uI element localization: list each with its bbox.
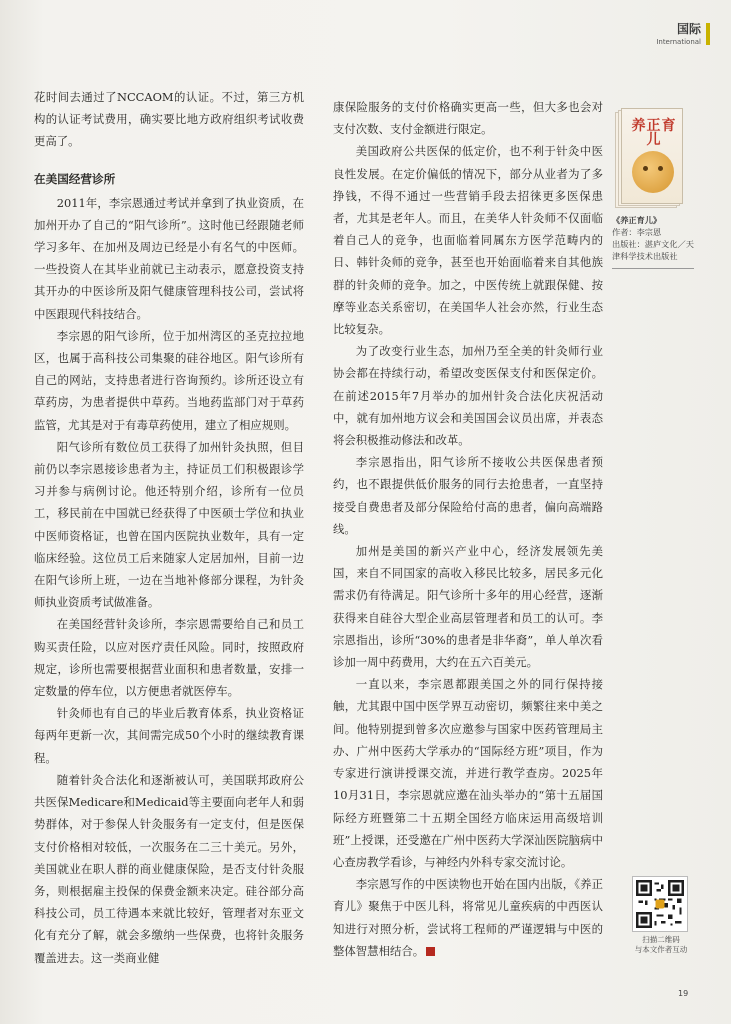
page-number: 19 bbox=[678, 989, 689, 998]
section-bar bbox=[706, 23, 710, 45]
paragraph: 随着针灸合法化和逐渐被认可，美国联邦政府公共医保Medicare和Medicaid等主要面向老年人和弱势群体，对于参保人针灸服务有一定支付，但是医保支付价格相对较低，一次服务在二三十美元。另外，美国就业在职人群的商业健康保险，是否支付针灸服务，则根据雇主投保的保费金额来决定。硅谷部分高科技公司，员工待遇本来就比较好，管理者对东亚文化有充分了解，就会多缴纳一些保费，也将针灸服务覆盖进去。这一类商业健 bbox=[34, 772, 304, 965]
section-tag bbox=[656, 20, 701, 46]
section-heading: 在美国经营诊所 bbox=[34, 171, 116, 186]
section-subtitle: International bbox=[656, 38, 701, 46]
left-column bbox=[34, 86, 304, 969]
middle-column bbox=[333, 96, 603, 962]
qr-code-icon[interactable] bbox=[632, 876, 688, 932]
divider bbox=[612, 268, 694, 269]
paragraph: 康保险服务的支付价格确实更高一些，但大多也会对支付次数、支付金额进行限定。 bbox=[333, 100, 603, 137]
paragraph: 在美国经营针灸诊所，李宗恩需要给自己和员工购买责任险，以应对医疗责任风险。同时，按照政府规定，诊所也需要根据营业面积和患者数量，安排一定数量的停车位，以方便患者就医停车。 bbox=[34, 617, 304, 699]
book-cover-image bbox=[615, 104, 685, 206]
book-cover-title: 养正育儿 bbox=[631, 118, 677, 148]
paragraph: 一直以来，李宗恩都跟美国之外的同行保持接触，尤其跟中国中医学界互动密切，频繁往来中美之间。他特别提到曾多次应邀参与国家中医药管理局主办、广州中医药大学承办的“国际经方班”项目，作为专家进行演讲授课交流，并进行教学查房。2025年10月31日，李宗恩就应邀在汕头举办的“第十五届国际经方班暨第二十五期全国经方临床运用高级培训班”上授课，还受邀在广州中医药大学深汕医院脑病中心查房教学看诊，与神经内外科专家交流讨论。 bbox=[333, 677, 603, 869]
paragraph: 加州是美国的新兴产业中心，经济发展领先美国，来自不同国家的高收入移民比较多，居民多元化需求仍有待满足。阳气诊所十多年的用心经营，逐渐获得来自硅谷大型企业高层管理者和员工的认可。李宗恩指出，诊所“30%的患者是非华裔”，单人单次看诊加一周中药费用，大约在五六百美元。 bbox=[333, 544, 603, 670]
paragraph: 美国政府公共医保的低定价，也不利于针灸中医良性发展。在定价偏低的情况下，部分从业者为了多挣钱，不得不通过一些营销手段去招徕更多医保患者，尤其是老年人。而且，在美华人针灸师不仅面临着自己人的竞争，也面临着同属东方医学范畴内的日、韩针灸师的竞争，甚至也开始面临着来自其他族群的针灸师的竞争。加之，中医传统上就跟保健、按摩等业态关系密切，在美国华人社会亦然，行业生态比较复杂。 bbox=[333, 144, 603, 337]
book-sidebar bbox=[612, 104, 694, 269]
end-mark-icon bbox=[426, 947, 435, 956]
qr-caption-line: 与本文作者互动 bbox=[634, 945, 688, 954]
paragraph-last bbox=[333, 873, 603, 962]
paragraph: 2011年，李宗恩通过考试并拿到了执业资质，在加州开办了自己的“阳气诊所”。这时他已经跟随老师学习多年、在加州及周边已经是小有名气的中医师。一些投资人在其毕业前就已主动表示，愿意投资支持其开办的中医诊所及阳气健康管理科技公司，尝试将中医跟现代科技结合。 bbox=[34, 195, 304, 321]
paragraph-text: 李宗恩写作的中医读物也开始在国内出版，《养正育儿》聚焦于中医儿科，将常见儿童疾病的中西医认知进行对照分析，尝试将工程师的严谨逻辑与中医的整体智慧相结合。 bbox=[333, 877, 603, 958]
paragraph: 李宗恩指出，阳气诊所不接收公共医保患者预约，也不跟提供低价服务的同行去抢患者，一直坚持接受自费患者及部分保险给付高的患者，偏向高端路线。 bbox=[333, 455, 603, 536]
book-caption-title: 《养正育儿》 bbox=[612, 215, 662, 225]
paragraph: 阳气诊所有数位员工获得了加州针灸执照，但目前仍以李宗恩接诊患者为主，持证员工们积极跟诊学习并参与病例讨论。他还特别介绍，诊所有一位员工，移民前在中国就已经获得了中医硕士学位和执业中医师资格证，也曾在国内医院执业数年，具有一定临床经验。这位员工后来随家人定居加州，目前一边在阳气诊所上班，一边在当地补修部分课程，为针灸师执业资质考试做准备。 bbox=[34, 439, 304, 610]
paragraph: 李宗恩的阳气诊所，位于加州湾区的圣克拉拉地区，也属于高科技公司集聚的硅谷地区。阳气诊所有自己的网站，支持患者进行咨询预约。诊所还设立有草药房，为患者提供中草药。当地药监部门对于草药监管，尤其是对于有毒草药使用，建立了相应规则。 bbox=[34, 328, 304, 432]
child-face-icon bbox=[632, 151, 674, 193]
book-front bbox=[621, 108, 683, 204]
book-caption-body: 作者：李宗恩 出版社：湛庐文化／天津科学技术出版社 bbox=[612, 227, 694, 261]
paragraph: 针灸师也有自己的毕业后教育体系，执业资格证每两年更新一次，其间需完成50个小时的继续教育课程。 bbox=[34, 706, 304, 765]
book-caption bbox=[612, 214, 694, 262]
paragraph: 花时间去通过了NCCAOM的认证。不过，第三方机构的认证考试费用，确实要比地方政府组织考试收费更高了。 bbox=[34, 90, 304, 149]
qr-caption-line: 扫描二维码 bbox=[642, 935, 680, 944]
section-title: 国际 bbox=[676, 22, 701, 36]
paragraph: 为了改变行业生态，加州乃至全美的针灸师行业协会都在持续行动，希望改变医保支付和医保定价。在前述2015年7月举办的加州针灸合法化庆祝活动中，就有加州地方议会和美国国会议员出席，并表态将会积极推动修法和改革。 bbox=[333, 344, 603, 448]
qr-caption bbox=[614, 935, 708, 955]
